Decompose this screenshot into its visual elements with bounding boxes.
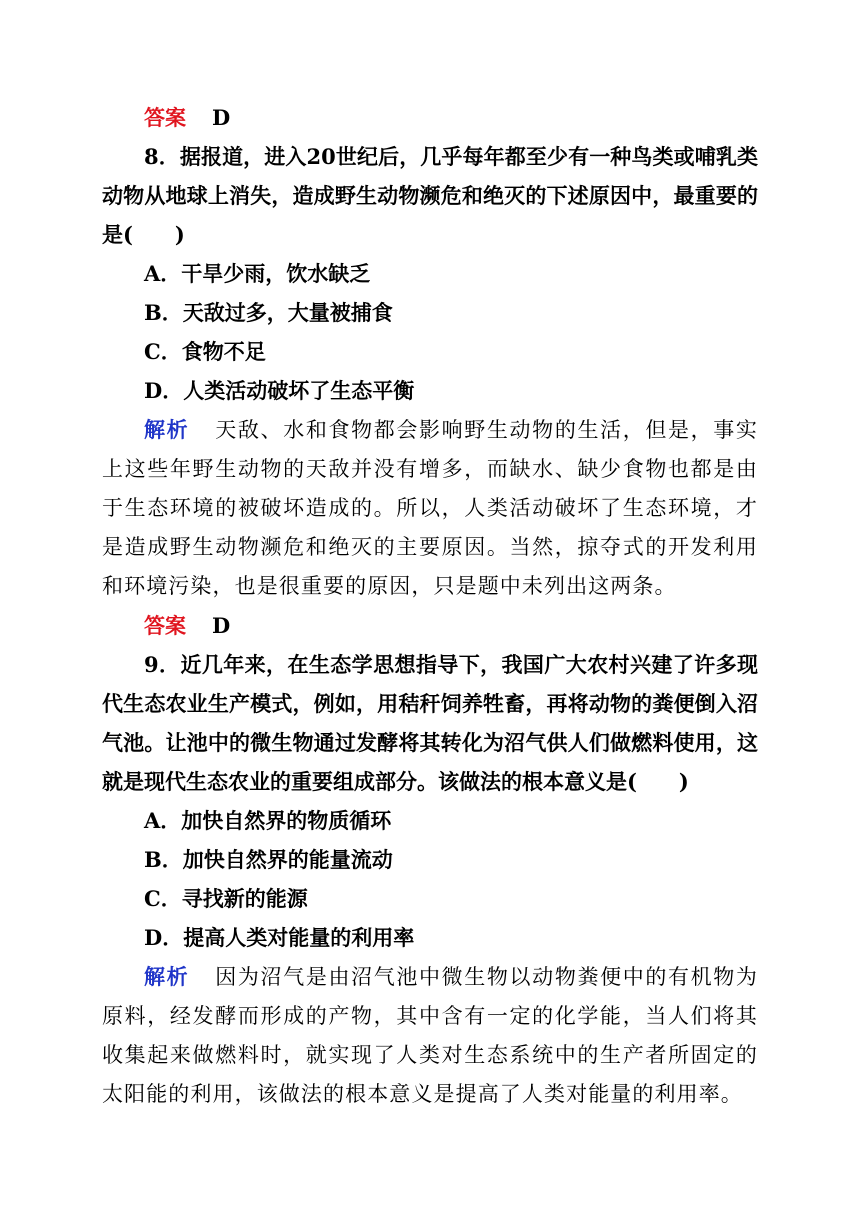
document-page: [102, 98, 758, 1114]
answer-line-2: [102, 606, 758, 645]
answer-line-1: [102, 98, 758, 137]
option-b: B．天敌过多，大量被捕食: [144, 300, 393, 325]
option-c: C．食物不足: [144, 339, 266, 364]
question-stem: 近几年来，在生态学思想指导下，我国广大农村兴建了许多现代生态农业生产模式，例如，用秸秆饲养牲畜，再将动物的粪便倒入沼气池。让池中的微生物通过发酵将其转化为沼气供人们做燃料使用，这就是现代生态农业的重要组成部分。该做法的根本意义是( ): [102, 652, 758, 794]
question-8: [102, 137, 758, 254]
answer-label: 答案: [144, 105, 186, 130]
answer-value: D: [212, 105, 231, 130]
explanation-label: 解析: [144, 964, 190, 989]
explanation-9: [102, 957, 758, 1114]
question-number: 8．: [144, 144, 180, 169]
explanation-text: 因为沼气是由沼气池中微生物以动物粪便中的有机物为原料，经发酵而形成的产物，其中含有一定的化学能，当人们将其收集起来做燃料时，就实现了人类对生态系统中的生产者所固定的太阳能的利用，该做法的根本意义是提高了人类对能量的利用率。: [102, 965, 758, 1106]
question-number: 9．: [144, 652, 181, 677]
option-d: D．提高人类对能量的利用率: [144, 925, 415, 950]
question-stem: 据报道，进入20世纪后，几乎每年都至少有一种鸟类或哺乳类动物从地球上消失，造成野生动物濒危和绝灭的下述原因中，最重要的是( ): [102, 144, 758, 247]
option-c: C．寻找新的能源: [144, 886, 308, 911]
answer-value: D: [212, 613, 231, 638]
explanation-label: 解析: [144, 417, 190, 442]
question-9: [102, 645, 758, 801]
explanation-text: 天敌、水和食物都会影响野生动物的生活，但是，事实上这些年野生动物的天敌并没有增多，而缺水、缺少食物也都是由于生态环境的被破坏造成的。所以，人类活动破坏了生态环境，才是造成野生动物濒危和绝灭的主要原因。当然，掠夺式的开发利用和环境污染，也是很重要的原因，只是题中未列出这两条。: [102, 418, 758, 598]
option-a: A．加快自然界的物质循环: [144, 808, 392, 833]
option-b: B．加快自然界的能量流动: [144, 847, 393, 872]
option-a: A．干旱少雨，饮水缺乏: [144, 261, 371, 286]
answer-label: 答案: [144, 613, 186, 638]
explanation-8: [102, 410, 758, 606]
option-d: D．人类活动破坏了生态平衡: [144, 378, 415, 403]
